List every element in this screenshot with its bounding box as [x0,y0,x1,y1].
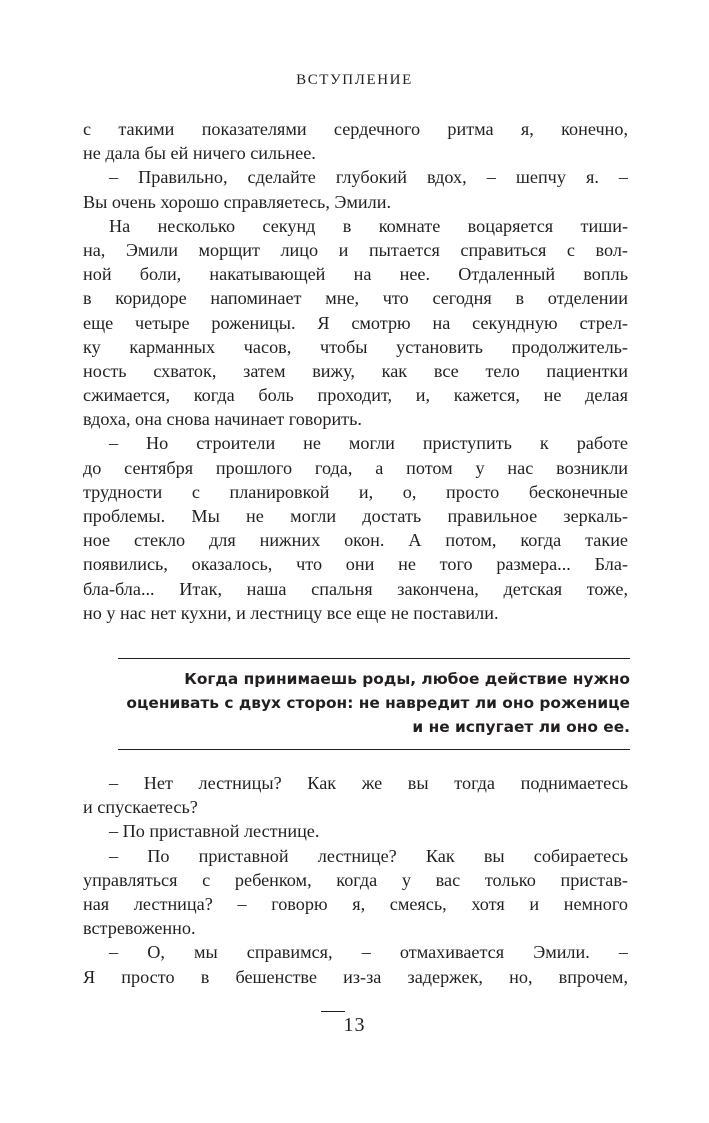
pull-quote [118,658,630,750]
text-line: проблемы. Мы не могли достать правильное зеркаль- [83,506,628,526]
text-line: не дала бы ей ничего сильнее. [83,143,316,164]
pull-quote-line: оценивать с двух сторон: не навредит ли оно роженице [126,694,630,713]
text-line: с такими показателями сердечного ритма я, конечно, [83,119,628,139]
body-text-bottom [83,771,628,989]
text-line: до сентября прошлого года, а потом у нас возникли [83,457,628,478]
text-line: на, Эмили морщит лицо и пытается справиться с вол- [83,239,628,260]
pull-quote-line: и не испугает ли оно ее. [412,718,630,737]
text-line: – О, мы справимся, – отмахивается Эмили. – [109,942,628,963]
text-line: бла-бла... Итак, наша спальня закончена, детская тоже, [83,578,628,599]
text-line: Вы очень хорошо справляетесь, Эмили. [83,191,392,212]
text-line: ку карманных часов, чтобы установить продолжитель- [83,336,628,357]
text-line: сжимается, когда боль проходит, и, кажется, не делая [83,385,628,406]
text-line: появились, оказалось, что они не того размера... Бла- [83,554,628,575]
text-line: встревоженно. [83,918,196,939]
pull-quote-text [126,667,630,740]
text-line: ная лестница? – говорю я, смеясь, хотя и немного [83,893,628,914]
text-line: – Правильно, сделайте глубокий вдох, – шепчу я. – [109,167,628,188]
page-number: 13 [343,1014,366,1036]
text-line: – Нет лестницы? Как же вы тогда поднимаетесь [109,773,628,793]
text-line: но у нас нет кухни, и лестницу все еще не поставили. [83,602,499,623]
text-line: ной боли, накатывающей на нее. Отдаленный вопль [83,264,628,285]
text-line: ное стекло для нижних окон. А потом, когда такие [83,530,628,551]
text-line: управляться с ребенком, когда у вас только пристав- [83,869,628,890]
text-line: – Но строители не могли приступить к работе [109,433,628,454]
text-line: ность схваток, затем вижу, как все тело пациентки [83,360,628,381]
text-line: трудности с планировкой и, о, просто бесконечные [83,481,628,502]
text-line: в коридоре напоминает мне, что сегодня в отделении [83,288,628,309]
text-line: Я просто в бешенстве из-за задержек, но, впрочем, [83,966,628,987]
pull-quote-line: Когда принимаешь роды, любое действие нужно [184,670,630,688]
text-line: На несколько секунд в комнате воцаряется тиши- [109,215,628,236]
text-line: – По приставной лестнице? Как вы собираетесь [109,845,628,866]
text-line: еще четыре роженицы. Я смотрю на секундную стрел- [83,312,628,333]
running-head: ВСТУПЛЕНИЕ [296,72,413,88]
page-number-rule [321,1011,345,1012]
text-line: вдоха, она снова начинает говорить. [83,409,362,430]
body-text-top [83,117,628,625]
text-line: и спускаетесь? [83,797,198,818]
text-line: – По приставной лестнице. [109,821,320,842]
